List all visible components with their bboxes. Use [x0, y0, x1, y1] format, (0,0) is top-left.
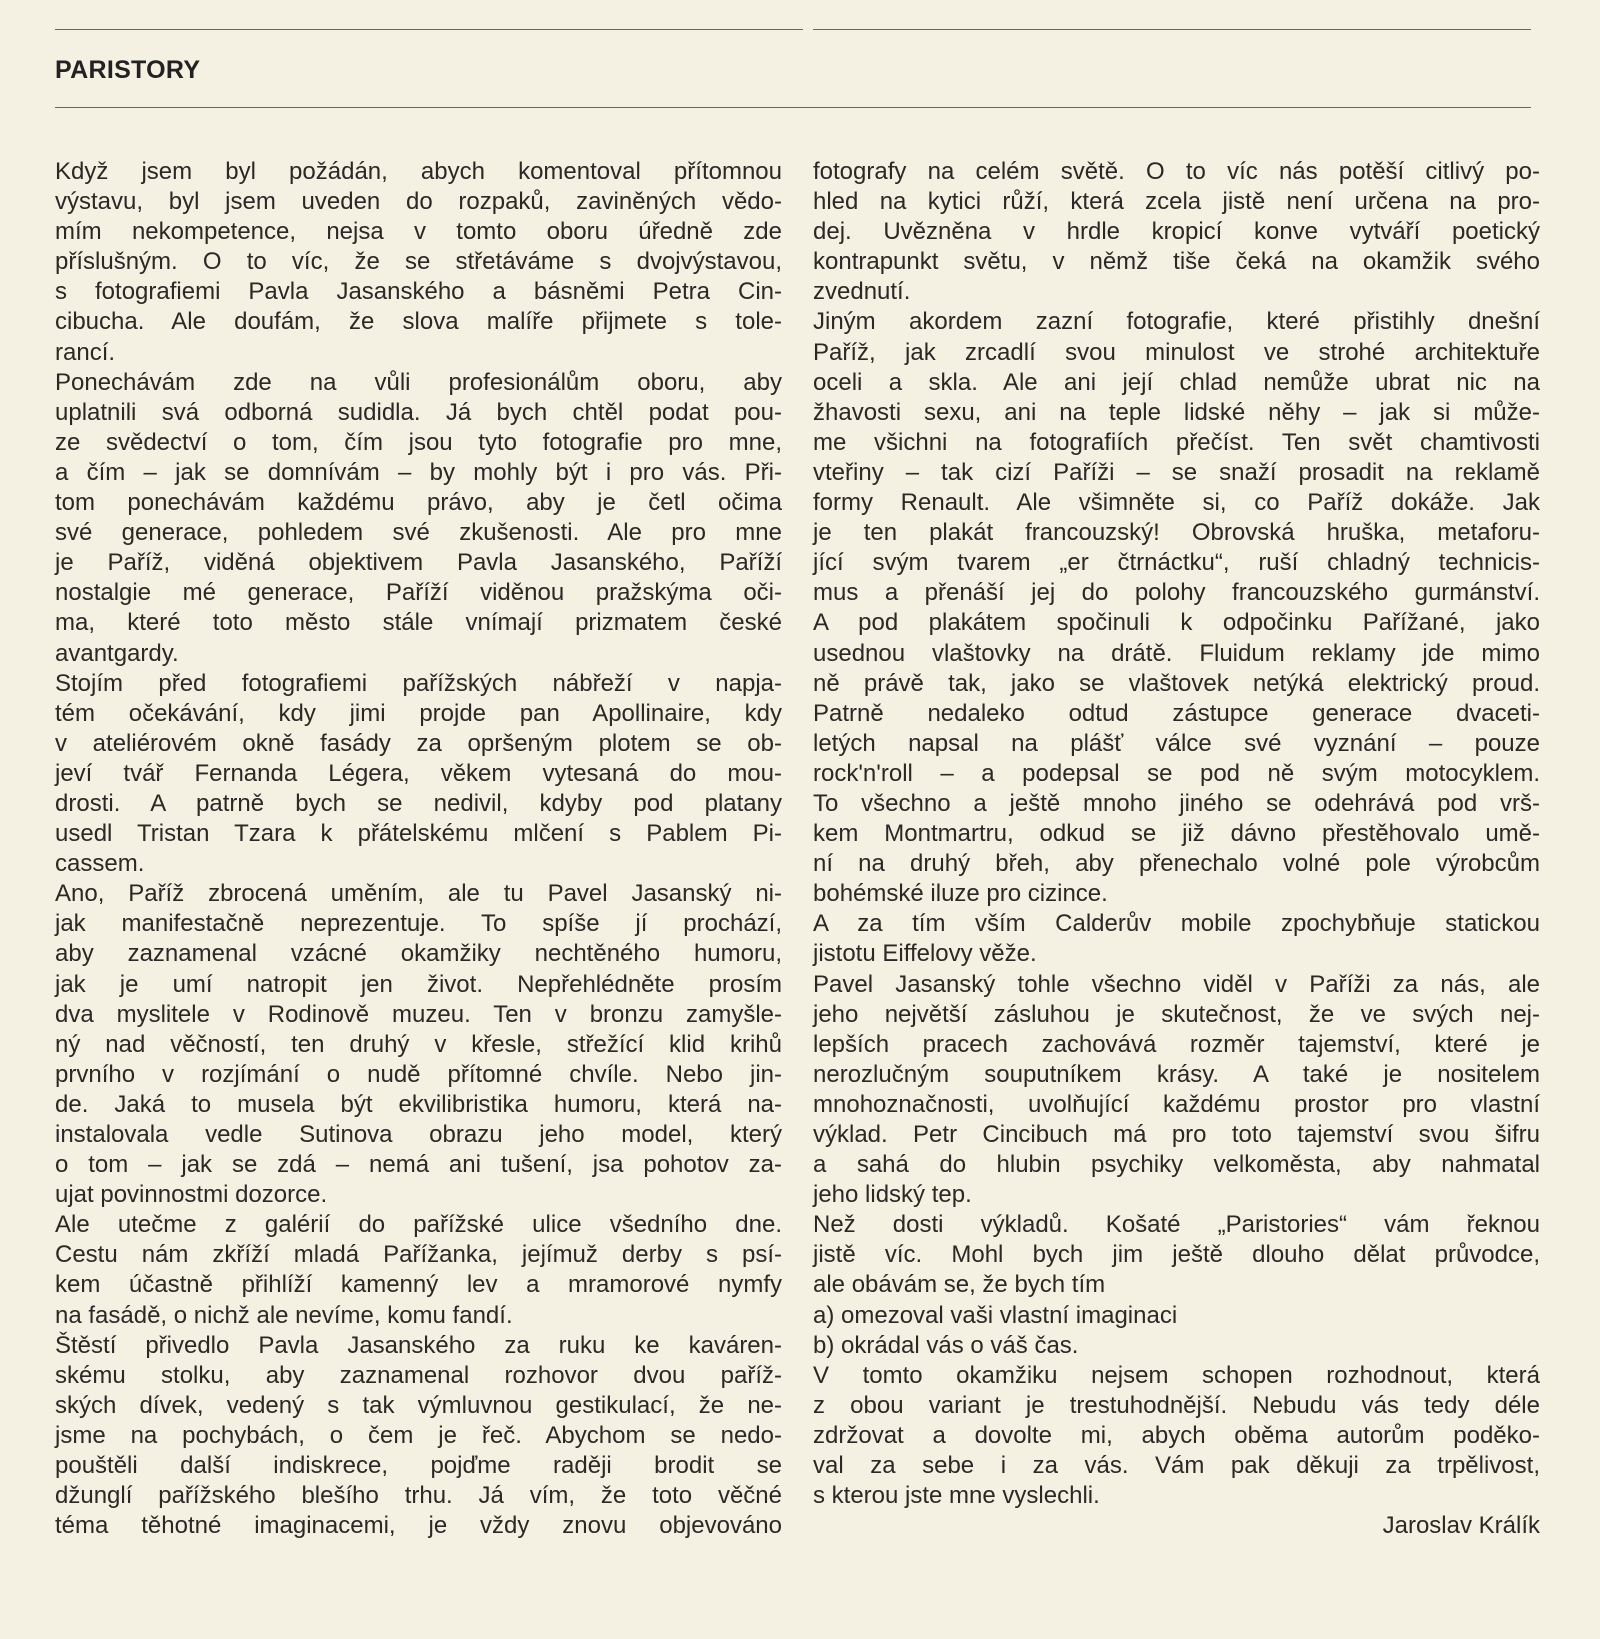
text-line: avantgardy. — [55, 639, 179, 667]
text-line: usedl Tristan Tzara k přátelskému mlčení s Pablem Pi- — [55, 820, 782, 848]
text-line: kem účastně přihlíží kamenný lev a mramorové nymfy — [55, 1271, 782, 1299]
text-line: dva myslitele v Rodinově muzeu. Ten v bronzu zamyšle- — [55, 1000, 782, 1028]
text-line: Pavel Jasanský tohle všechno viděl v Paříži za nás, ale — [813, 970, 1540, 998]
author-signature: Jaroslav Králík — [1382, 1512, 1540, 1540]
text-line: rock'n'roll – a podepsal se pod ně svým motocyklem. — [813, 759, 1540, 787]
text-line: jistotu Eiffelovy věže. — [813, 940, 1037, 968]
text-line: s kterou jste mne vyslechli. — [813, 1482, 1100, 1510]
text-line: Patrně nedaleko odtud zástupce generace dvaceti- — [813, 699, 1540, 727]
text-line: A za tím vším Calderův mobile zpochybňuje statickou — [813, 910, 1540, 938]
text-line: A pod plakátem spočinuli k odpočinku Pařížané, jako — [813, 609, 1540, 637]
text-line: o tom – jak se zdá – nemá ani tušení, jsa pohotov za- — [55, 1151, 782, 1179]
text-line: Paříž, jak zrcadlí svou minulost ve strohé architektuře — [813, 338, 1540, 366]
text-line: drosti. A patrně bych se nedivil, kdyby pod platany — [55, 789, 782, 817]
text-line: nostalgie mé generace, Paříží viděnou pražskýma oči- — [55, 579, 782, 607]
text-line: rancí. — [55, 338, 116, 366]
text-line: de. Jaká to musela být ekvilibristika humoru, která na- — [55, 1090, 782, 1118]
text-line: usednou vlaštovky na drátě. Fluidum reklamy jde mimo — [813, 639, 1540, 667]
text-line: z obou variant je trestuhodnější. Nebudu vás tedy déle — [813, 1391, 1540, 1419]
text-line: jeho největší zásluhou je skutečnost, že ve svých nej- — [813, 1000, 1540, 1028]
paragraph — [813, 157, 1540, 307]
paragraph — [55, 1331, 782, 1542]
paragraph — [55, 157, 782, 368]
text-line: ní na druhý břeh, aby přenechalo volné pole výrobcům — [813, 850, 1540, 878]
text-line: Než dosti výkladů. Košaté „Paristories“ vám řeknou — [813, 1211, 1540, 1239]
text-line: uplatnili svá odborná sudidla. Já bych chtěl podat pou- — [55, 398, 782, 426]
text-line: nerozlučným souputníkem krásy. A také je nositelem — [813, 1060, 1540, 1088]
text-line: pouštěli další indiskrece, pojďme raději brodit se — [55, 1452, 782, 1480]
text-line: ma, které toto město stále vnímají prizmatem české — [55, 609, 782, 637]
text-line: aby zaznamenal vzácné okamžiky nechtěného humoru, — [55, 940, 782, 968]
text-line: jeho lidský tep. — [813, 1181, 972, 1209]
text-line: Ale utečme z galérií do pařížské ulice všedního dne. — [55, 1211, 782, 1239]
text-line: výklad. Petr Cincibuch má pro toto tajemství svou šifru — [813, 1121, 1540, 1148]
text-line: je ten plakát francouzský! Obrovská hruška, metaforu- — [813, 519, 1540, 547]
text-line: mím nekompetence, nejsa v tomto oboru úředně zde — [55, 218, 782, 246]
text-line: hled na kytici růží, která zcela jistě není určena na pro- — [813, 188, 1540, 216]
text-line: jak manifestačně neprezentuje. To spíše jí prochází, — [55, 910, 782, 938]
paragraph — [55, 368, 782, 669]
text-line: skému stolku, aby zaznamenal rozhovor dvou paříž- — [55, 1361, 782, 1389]
text-line: Štěstí přivedlo Pavla Jasanského za ruku ke kaváren- — [55, 1331, 782, 1359]
text-line: kem Montmartru, odkud se již dávno přestěhovalo umě- — [813, 820, 1540, 848]
text-line: ujat povinnostmi dozorce. — [55, 1181, 328, 1209]
text-line: instalovala vedle Sutinova obrazu jeho model, který — [55, 1121, 782, 1148]
text-line: zvednutí. — [813, 278, 911, 306]
text-line: val za sebe i za vás. Vám pak děkuji za trpělivost, — [813, 1452, 1540, 1480]
text-line: oceli a skla. Ale ani její chlad nemůže ubrat nic na — [813, 368, 1540, 396]
text-line: džunglí pařížského blešího trhu. Já vím, že toto věčné — [55, 1482, 782, 1510]
text-line: Stojím před fotografiemi pařížských nábřeží v napja- — [55, 669, 782, 697]
paragraph — [813, 1361, 1540, 1511]
text-line: Ponechávám zde na vůli profesionálům oboru, aby — [55, 368, 782, 396]
text-line: To všechno a ještě mnoho jiného se odehrává pod vrš- — [813, 789, 1540, 817]
text-line: a sahá do hlubin psychiky velkoměsta, aby nahmatal — [813, 1151, 1540, 1179]
text-line: V tomto okamžiku nejsem schopen rozhodnout, která — [813, 1361, 1540, 1389]
text-line: tém očekávání, kdy jimi projde pan Apollinaire, kdy — [55, 699, 782, 727]
text-line: své generace, pohledem své zkušenosti. Ale pro mne — [55, 519, 782, 547]
paragraph — [813, 970, 1540, 1211]
text-line: cassem. — [55, 850, 145, 878]
paragraph — [55, 669, 782, 880]
paragraph — [813, 1331, 1540, 1361]
text-line: formy Renault. Ale všimněte si, co Paříž dokáže. Jak — [813, 489, 1540, 517]
text-line: kontrapunkt světu, v němž tiše čeká na okamžik svého — [813, 248, 1540, 276]
text-line: jící svým tvarem „er čtrnáctku“, ruší chladný technicis- — [813, 549, 1540, 577]
text-line: na fasádě, o nichž ale nevíme, komu fandí. — [55, 1301, 513, 1329]
text-line: téma těhotné imaginacemi, je vždy znovu objevováno — [55, 1512, 782, 1540]
text-line: fotografy na celém světě. O to víc nás potěší citlivý po- — [813, 158, 1540, 185]
text-line: cibucha. Ale doufám, že slova malíře přijmete s tole- — [55, 308, 782, 336]
text-line: me všichni na fotografiích přečíst. Ten svět chamtivosti — [813, 428, 1540, 456]
text-line: Cestu nám zkříží mladá Pařížanka, jejímuž derby s psí- — [55, 1241, 782, 1269]
text-line: tom ponechávám každému právo, aby je četl očima — [55, 489, 782, 517]
paragraph — [813, 307, 1540, 909]
text-line: Jiným akordem zazní fotografie, které přistihly dnešní — [813, 308, 1540, 336]
text-column-right — [813, 157, 1540, 1541]
text-line: a čím – jak se domnívám – by mohly být i pro vás. Při- — [55, 458, 782, 486]
paragraph — [813, 909, 1540, 969]
text-line: příslušným. O to víc, že se střetáváme s dvojvýstavou, — [55, 248, 782, 276]
text-line: prvního v rozjímání o nudě přítomné chvíle. Nebo jin- — [55, 1060, 782, 1088]
text-line: vteřiny – tak cizí Paříži – se snaží prosadit na reklamě — [813, 458, 1540, 486]
paragraph — [813, 1301, 1540, 1331]
text-line: letých napsal na plášť válce své vyznání – pouze — [813, 729, 1540, 757]
text-line: žhavosti sexu, ani na teple lidské něhy – jak si může- — [813, 398, 1540, 426]
text-line: jeví tvář Fernanda Légera, věkem vytesaná do mou- — [55, 759, 782, 787]
text-line: ských dívek, vedený s tak výmluvnou gestikulací, že ne- — [55, 1391, 782, 1419]
text-line: v ateliérovém okně fasády za opršeným plotem se ob- — [55, 729, 782, 757]
text-line: ně právě tak, jako se vlaštovek netýká elektrický proud. — [813, 669, 1540, 697]
text-line: jistě víc. Mohl bych jim ještě dlouho dělat průvodce, — [813, 1241, 1540, 1269]
top-rule-left — [55, 29, 803, 30]
paragraph — [55, 1210, 782, 1330]
text-line: lepších pracech zachovává rozměr tajemství, které je — [813, 1030, 1540, 1058]
text-line: bohémské iluze pro cizince. — [813, 880, 1108, 908]
text-column-left — [55, 157, 782, 1541]
text-line: je Paříž, viděná objektivem Pavla Jasanského, Paříží — [55, 549, 782, 577]
text-line: s fotografiemi Pavla Jasanského a básněmi Petra Cin- — [55, 278, 782, 306]
text-line: výstavu, byl jsem uveden do rozpaků, zaviněných vědo- — [55, 188, 782, 216]
text-line: zdržovat a dovolte mi, abych oběma autorům poděko- — [813, 1421, 1540, 1449]
text-line: jak je umí natropit jen život. Nepřehlédněte prosím — [55, 970, 782, 998]
text-line: ale obávám se, že bych tím — [813, 1271, 1106, 1299]
text-line: mnohoznačnosti, uvolňující každému prostor pro vlastní — [813, 1090, 1540, 1118]
text-line: ný nad věčností, ten druhý v křesle, střežící klid krihů — [55, 1030, 782, 1058]
text-line: dej. Uvězněna v hrdle kropicí konve vytváří poetický — [813, 218, 1540, 246]
text-line: ze svědectví o tom, čím jsou tyto fotografie pro mne, — [55, 428, 782, 456]
page-title: PARISTORY — [55, 56, 201, 84]
text-line: Když jsem byl požádán, abych komentoval přítomnou — [55, 158, 782, 185]
text-line: b) okrádal vás o váš čas. — [813, 1331, 1079, 1359]
paragraph — [813, 1210, 1540, 1300]
text-line: jsme na pochybách, o čem je řeč. Abychom se nedo- — [55, 1421, 782, 1449]
text-line: mus a přenáší jej do polohy francouzského gurmánství. — [813, 579, 1540, 607]
paragraph — [55, 879, 782, 1210]
title-rule — [55, 107, 1531, 108]
text-line: a) omezoval vaši vlastní imaginaci — [813, 1301, 1178, 1329]
text-line: Ano, Paříž zbrocená uměním, ale tu Pavel Jasanský ni- — [55, 880, 782, 908]
top-rule-right — [813, 29, 1531, 30]
